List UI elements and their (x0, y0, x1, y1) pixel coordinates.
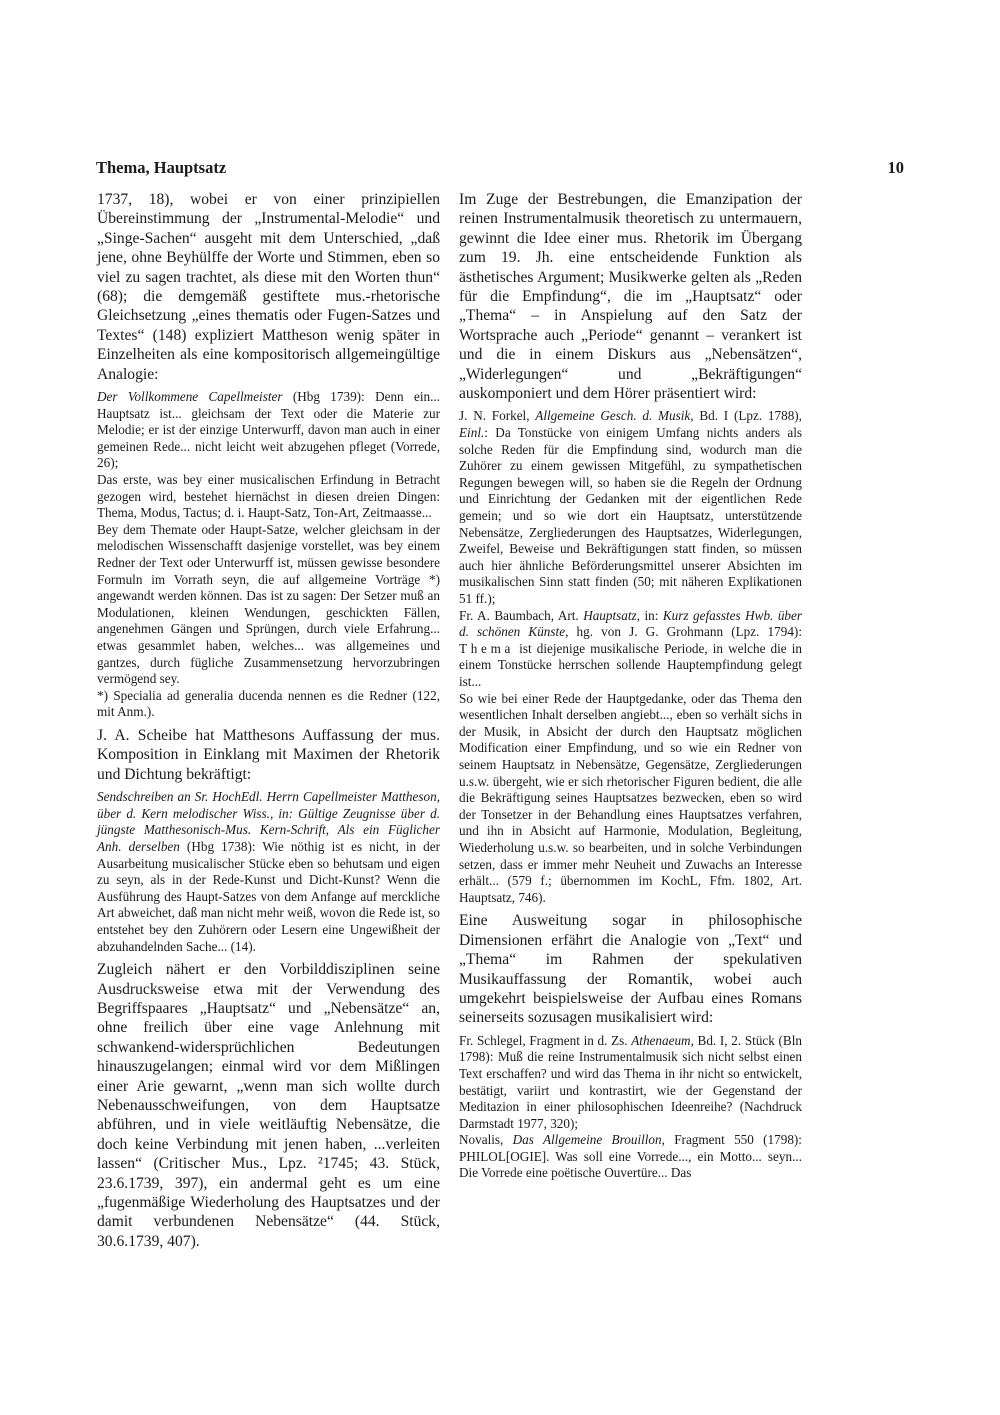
quote-author: Fr. A. Baumbach, Art. (459, 607, 584, 623)
quote-source: Das Allgemeine Brouillon (512, 1132, 662, 1148)
page-number: 10 (887, 158, 904, 177)
left-quote-2: Das erste, was bey einer musicalischen Erfindung in Betracht gezogen wird, bestehet hiernächst in diesen dreien Dingen: Thema, Modus, Tactus; d. i. Haupt-Satz, Ton-Art, Zeitmaasse... (97, 472, 440, 521)
quote-text: (Hbg 1738): Wie nöthig ist es nicht, in der Ausarbeitung musicalischer Stücke eben so behutsam und eigen zu seyn, als in der Rede-Kunst und Dicht-Kunst? Wenn die Ausführung des Haupt-Satzes von dem Anfange auf merckliche Art abweichet, daß man nicht mehr weiß, wovon die Rede ist, so entstehet bey den Zuhörern oder Lesern eine Ungewißheit der abzuhandelnden Sache... (14). (97, 838, 441, 954)
quote-text: ist diejenige musikalische Periode, in welche die in einem Tonstücke herrschen sollende Hauptempfindung gelegt ist... (459, 640, 802, 689)
right-paragraph-1: Im Zuge der Bestrebungen, die Emanzipation der reinen Instrumentalmusik theoretisch zu untermauern, gewinnt die Idee einer mus. Rhetorik im Übergang zum 19. Jh. eine entscheidende Funktion als ästhetisches Argument; Musikwerke gelten als „Reden für die Empfindung“, die im „Hauptsatz“ oder „Thema“ – in Anspielung auf den Satz der Wortsprache auch „Periode“ genannt – verankert ist und die in einem Diskurs aus „Nebensätzen“, „Widerlegungen“ und „Bekräftigungen“ auskomponiert und dem Hörer präsentiert wird: (459, 191, 802, 403)
left-column (97, 190, 440, 1251)
quote-meta: , Bd. I (Lpz. 1788), (690, 408, 802, 424)
right-paragraph-2: Eine Ausweitung sogar in philosophische Dimensionen erfährt die Analogie von „Text“ und „Thema“ im Rahmen der spekulativen Musikauffassung der Romantik, wobei auch umgekehrt beispielsweise der Aufbau eines Romans seinerseits sozusagen musikalisiert wird: (459, 912, 802, 1027)
page-header (96, 158, 904, 182)
left-paragraph-3: Zugleich nähert er den Vorbilddisziplinen seine Ausdrucksweise etwa mit der Verwendung des Begriffspaares „Hauptsatz“ und „Nebensätze“ an, ohne freilich über eine vage Anlehnung mit schwankend-widersprüchlichen Bedeutungen hinauszugelangen; einmal wird vor dem Mißlingen einer Arie gewarnt, „wenn man sich wollte durch Nebenausschweifungen, von dem Hauptsatze abführen, und in viele weitläuftig Nebensätze, die doch keine Verbindung mit jenen haben, ...verleiten lassen“ (Critischer Mus., Lpz. ²1745; 43. Stück, 23.6.1739, 397), ein andermal geht es um eine „fugenmäßige Wiederholung des Hauptsatzes und der damit verbundenen Nebensätze“ (44. Stück, 30.6.1739, 407). (97, 961, 440, 1250)
quote-text: , Bd. I, 2. Stück (Bln 1798): Muß die reine Instrumentalmusik sich nicht selbst einen Text erschaffen? und wird das Thema in ihr nicht so entwickelt, bestätigt, variirt und kontrastirt, wie der Gegenstand der Meditazion in einer philosophischen Ideenreihe? (Nachdruck Darmstadt 1977, 320); (459, 1032, 802, 1131)
right-quote-4 (459, 1033, 802, 1133)
quote-part: Einl. (459, 425, 485, 441)
quote-meta: , hg. von J. G. Grohmann (Lpz. 1794): (565, 624, 802, 640)
right-quote-2 (459, 608, 802, 691)
quote-source: Kurz gefasstes Hwb. über d. schönen Künste (459, 607, 803, 640)
right-quote-3: So wie bei einer Rede der Hauptgedanke, oder das Thema den wesentlichen Inhalt derselben angiebt..., eben so verhält sichs in der Musik, in Absicht der durch den Hauptsatz möglichen Modification einer Empfindung, und so wie ein Redner von seinem Hauptsatz in Nebensätze, Gegensätze, Zergliederungen u.s.w. übergeht, wie er sich rhetorischer Figuren bedient, die alle die Bekräftigung seines Hauptsatzes bezwecken, eben so wird der Tonsetzer in der Behandlung eines Hauptsatzes verfahren, und ihn in Absicht auf Harmonie, Modulation, Begleitung, Wiederholung u.s.w. so bearbeiten, und in solche Verbindungen setzen, dass er immer mehr Neuheit und Zuwachs an Interesse erhält... (579 f.; übernommen im KochL, Ffm. 1802, Art. Hauptsatz, 746). (459, 690, 802, 905)
right-column (459, 190, 802, 1182)
quote-text: (Hbg 1739): Denn ein... Hauptsatz ist... gleichsam der Text oder die Materie zur Melodie; er ist der einzige Unterwurff, davon man auch in einer gemeinen Rede... nicht leicht weit abzugehen pfleget (Vorrede, 26); (97, 389, 440, 471)
quote-source: Athenaeum (631, 1032, 691, 1048)
right-quote-5 (459, 1132, 802, 1182)
quote-author: Fr. Schlegel, Fragment in d. Zs. (459, 1032, 632, 1048)
quote-source: Der Vollkommene Capellmeister (97, 389, 283, 405)
quote-author: J. N. Forkel, (459, 408, 536, 424)
left-quote-1 (97, 389, 440, 472)
quote-author: Novalis, (459, 1132, 513, 1148)
quote-in: , in: (636, 607, 663, 623)
quote-spaced-word: Thema (459, 640, 515, 656)
left-quote-5 (97, 789, 440, 955)
quote-source: Sendschreiben an Sr. HochEdl. Herrn Capellmeister Mattheson, über d. Kern melodischer Wiss., in: Gültige Zeugnisse über d. jüngste Matthesonisch-Mus. Kern-Schrift, Als ein Füglicher Anh. derselben (97, 789, 440, 854)
left-paragraph-1: 1737, 18), wobei er von einer prinzipiellen Übereinstimmung der „Instrumental-Melodie“ und „Singe-Sachen“ ausgeht mit dem Unterschied, „daß jene, ohne Beyhülffe der Worte und Stimmen, eben so viel zu sagen trachtet, als diese mit den Worten thun“ (68); die demgemäß gestiftete mus.-rhetorische Gleichsetzung „eines thematis oder Fugen-Satzes und Textes“ (148) expliziert Mattheson wenig später in Einzelheiten als eine kompositorisch allgemeingültige Analogie: (97, 191, 440, 383)
running-title: Thema, Hauptsatz (96, 158, 227, 177)
quote-text: , Fragment 550 (1798): PHILOL[OGIE]. Was soll eine Vorrede..., ein Motto... seyn... Die Vorrede eine poëtische Ouvertüre... Das (459, 1132, 802, 1181)
quote-text: : Da Tonstücke von einigem Umfang nichts anders als solche Reden für die Empfindung sind, wodurch man die Zuhörer zu einem gewissen Mitgefühl, zu sympathetischen Regungen bewegen will, so haben sie die Regeln der Ordnung und Einrichtung der Gedanken mit der eigentlichen Rede gemein; und so wie dort ein Hauptsatz, unterstützende Nebensätze, Zergliederungen des Hauptsatzes, Widerlegungen, Zweifel, Beweise und Bekräftigungen statt finden, so müssen auch hier ähnliche Beförderungsmittel unserer Absichten im musikalischen Sinn statt finden (50; mit näheren Explikationen 51 ff.); (459, 425, 802, 606)
quote-source: Allgemeine Gesch. d. Musik (535, 408, 691, 424)
right-quote-1 (459, 408, 802, 607)
quote-article: Hauptsatz (583, 607, 637, 623)
left-paragraph-2: J. A. Scheibe hat Matthesons Auffassung der mus. Komposition in Einklang mit Maximen der Rhetorik und Dichtung bekräftigt: (97, 726, 440, 783)
left-quote-4: *) Specialia ad generalia ducenda nennen es die Redner (122, mit Anm.). (97, 687, 440, 720)
left-quote-3: Bey dem Themate oder Haupt-Satze, welcher gleichsam in der melodischen Wissenschafft dasjenige vorstellet, was bey einem Redner der Text oder Unterwurff ist, müssen gewisse besondere Formuln im Vorrath seyn, die auf allgemeine Vorträge *) angewandt werden können. Das ist zu sagen: Der Setzer muß an Modulationen, kleinen Wendungen, geschickten Fällen, angenehmen Gängen und Sprüngen, durch viele Erfahrung... etwas gesammlet haben, welches... was allgemeines und gantzes, durch fügliche Zusammensetzung hervorzubringen vermögend sey. (97, 521, 440, 687)
